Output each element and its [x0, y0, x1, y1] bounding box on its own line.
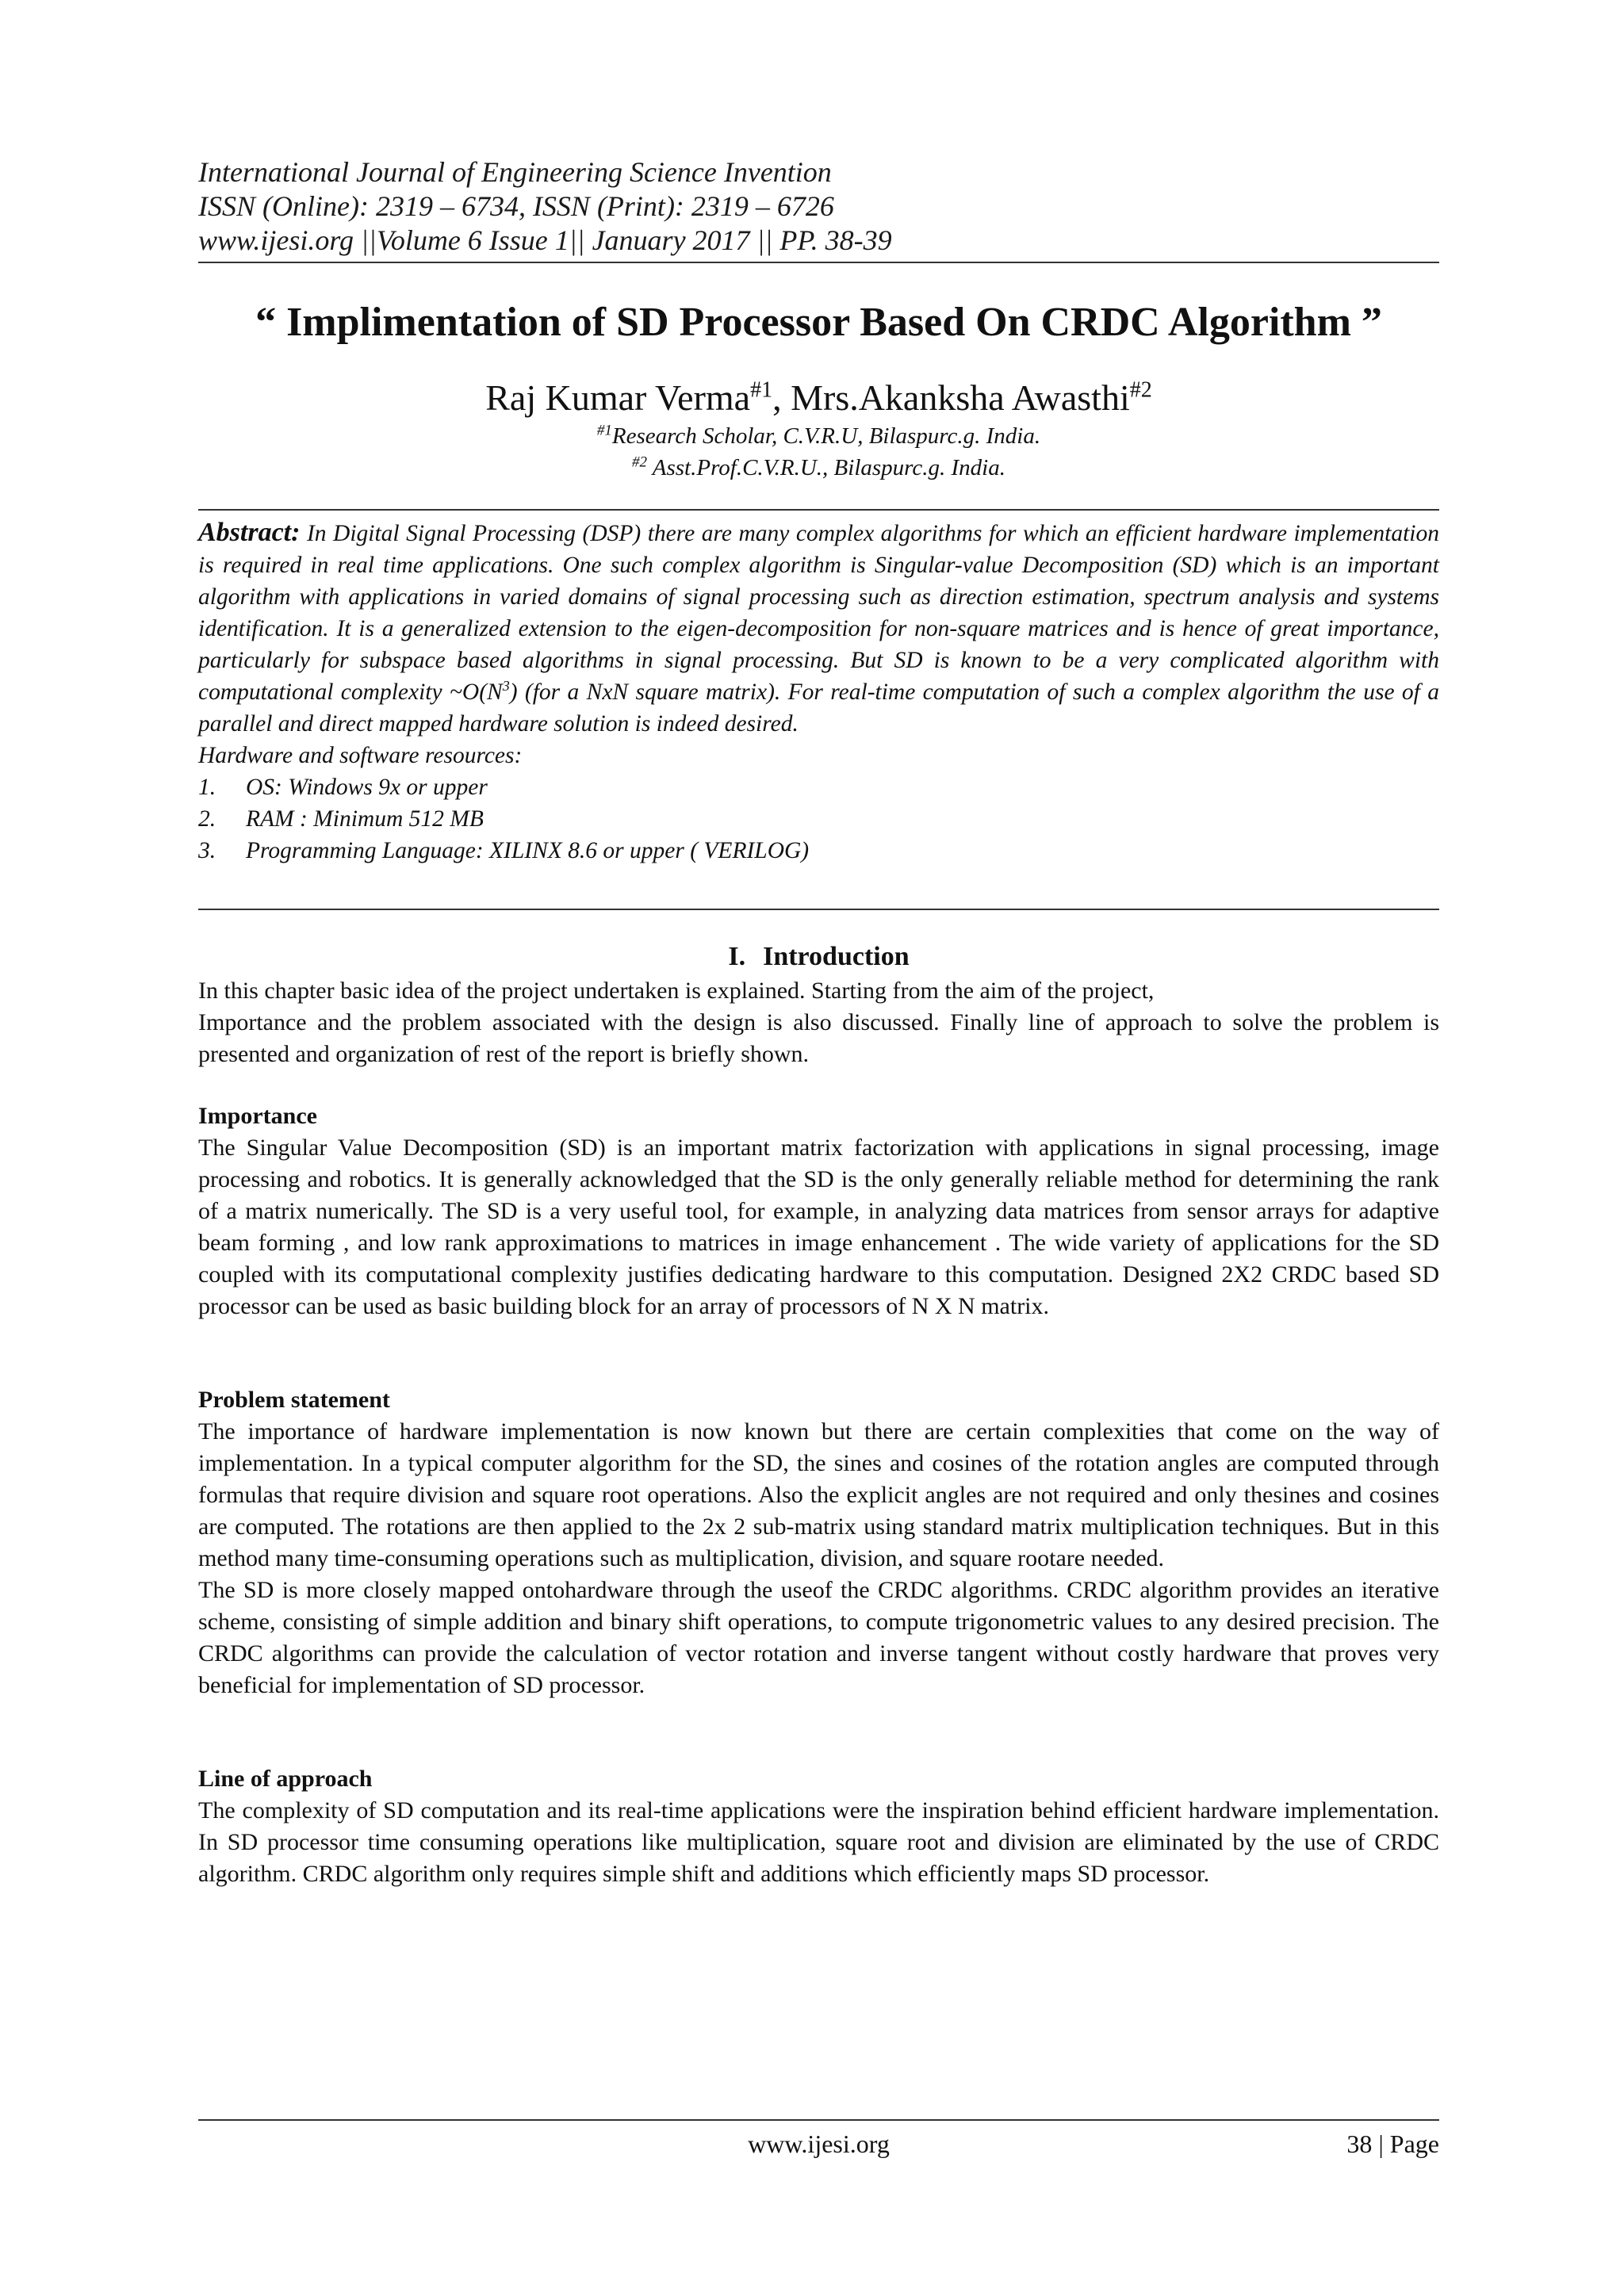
journal-header — [198, 155, 1439, 258]
author-2-name: Mrs.Akanksha Awasthi — [791, 377, 1130, 418]
section-number: I. — [728, 942, 746, 971]
subheading-line-of-approach: Line of approach — [198, 1766, 373, 1792]
journal-name: International Journal of Engineering Science Invention — [198, 156, 832, 188]
resource-text: OS: Windows 9x or upper — [246, 775, 488, 800]
intro-rest: Importance and the problem associated with the design is also discussed. Finally line of approach to solve the problem is presented and organization of rest of the report is briefly shown. — [198, 1009, 1439, 1067]
footer-page-number: 38 | Page — [1346, 2130, 1439, 2158]
introduction-paragraph — [198, 975, 1439, 1070]
abstract-body — [198, 517, 1439, 740]
problem-paragraph — [198, 1416, 1439, 1701]
resources-heading: Hardware and software resources: — [198, 743, 523, 768]
affiliation-1-mark: #1 — [596, 422, 612, 439]
affiliation-1 — [198, 422, 1439, 450]
author-separator: , — [772, 377, 791, 418]
subheading-importance: Importance — [198, 1103, 317, 1129]
affiliation-1-text: Research Scholar, C.V.R.U, Bilaspurc.g. India. — [611, 423, 1041, 449]
journal-issn: ISSN (Online): 2319 – 6734, ISSN (Print): 2319 – 6726 — [198, 190, 834, 222]
abstract — [198, 517, 1439, 867]
abstract-label: Abstract: — [198, 518, 301, 547]
subheading-problem-statement: Problem statement — [198, 1387, 390, 1413]
resource-text: Programming Language: XILINX 8.6 or upper ( VERILOG) — [246, 838, 810, 863]
resource-text: RAM : Minimum 512 MB — [246, 806, 484, 832]
approach-paragraph — [198, 1795, 1439, 1890]
problem-text-1: The importance of hardware implementation is now known but there are certain complexities that come on the way of implementation. In a typical computer algorithm for the SD, the sines and cosines of the rotation angles are computed through formulas that require division and square root operations. Also the explicit angles are not required and only thesines and cosines are computed. The rotations are then applied to the 2x 2 sub-matrix using standard matrix multiplication techniques. But in this method many time-consuming operations such as multiplication, division, and square rootare needed. — [198, 1418, 1439, 1571]
importance-text: The Singular Value Decomposition (SD) is an important matrix factorization with applications in signal processing, image processing and robotics. It is generally acknowledged that the SD is the only generally reliable method for determining the rank of a matrix numerically. The SD is a very useful tool, for example, in analyzing data matrices from sensor arrays for adaptive beam forming , and low rank approximations to matrices in image enhancement . The wide variety of applications for the SD coupled with its computational complexity justifies dedicating hardware to this computation. Designed 2X2 CRDC based SD processor can be used as basic building block for an array of processors of N X N matrix. — [198, 1135, 1439, 1319]
abstract-bottom-rule — [198, 909, 1439, 910]
header-rule — [198, 262, 1439, 263]
importance-paragraph — [198, 1132, 1439, 1322]
approach-text: The complexity of SD computation and its real-time applications were the inspiration behind efficient hardware implementation. In SD processor time consuming operations like multiplication, square root and division are eliminated by the use of CRDC algorithm. CRDC algorithm only requires simple shift and additions which efficiently maps SD processor. — [198, 1797, 1439, 1887]
affiliation-2-text: Asst.Prof.C.V.R.U., Bilaspurc.g. India. — [647, 455, 1005, 480]
abstract-text-2: ) (for a NxN square matrix). For real-time computation of such a complex algorithm the use of a parallel and direct mapped hardware solution is indeed desired. — [198, 679, 1439, 737]
author-2-mark: #2 — [1129, 377, 1152, 403]
footer-url: www.ijesi.org — [748, 2130, 890, 2158]
author-line — [198, 376, 1439, 420]
section-title: Introduction — [763, 942, 910, 971]
resource-item — [198, 803, 1439, 835]
affiliation-2-mark: #2 — [632, 453, 648, 471]
footer-rule — [198, 2119, 1439, 2121]
resource-num: 3. — [198, 838, 216, 863]
affiliation-2 — [198, 453, 1439, 482]
intro-first-line: In this chapter basic idea of the project undertaken is explained. Starting from the aim of the project, — [198, 978, 1155, 1004]
section-heading-introduction — [198, 940, 1439, 974]
author-1-mark: #1 — [750, 377, 773, 403]
resource-num: 2. — [198, 806, 216, 832]
resource-num: 1. — [198, 775, 216, 800]
problem-text-2: The SD is more closely mapped ontohardware through the useof the CRDC algorithms. CRDC algorithm provides an iterative scheme, consisting of simple addition and binary shift operations, to compute trigonometric values to any desired precision. The CRDC algorithms can provide the calculation of vector rotation and inverse tangent without costly hardware that proves very beneficial for implementation of SD processor. — [198, 1577, 1439, 1698]
resource-item — [198, 835, 1439, 867]
abstract-exponent: 3 — [502, 678, 510, 695]
abstract-text-1: In Digital Signal Processing (DSP) there are many complex algorithms for which an efficient hardware implementation is required in real time applications. One such complex algorithm is Singular-value Decomposition (SD) which is an important algorithm with applications in varied domains of signal processing such as direction estimation, spectrum analysis and systems identification. It is a generalized extension to the eigen-decomposition for non-square matrices and is hence of great importance, particularly for subspace based algorithms in signal processing. But SD is known to be a very complicated algorithm with computational complexity ~O(N — [198, 521, 1439, 705]
resources-list — [198, 771, 1439, 867]
author-1-name: Raj Kumar Verma — [485, 377, 751, 418]
paper-title: “ Implimentation of SD Processor Based On CRDC Algorithm ” — [255, 300, 1382, 345]
abstract-top-rule — [198, 509, 1439, 511]
resource-item — [198, 771, 1439, 803]
journal-issue-info: www.ijesi.org ||Volume 6 Issue 1|| January 2017 || PP. 38-39 — [198, 224, 892, 256]
